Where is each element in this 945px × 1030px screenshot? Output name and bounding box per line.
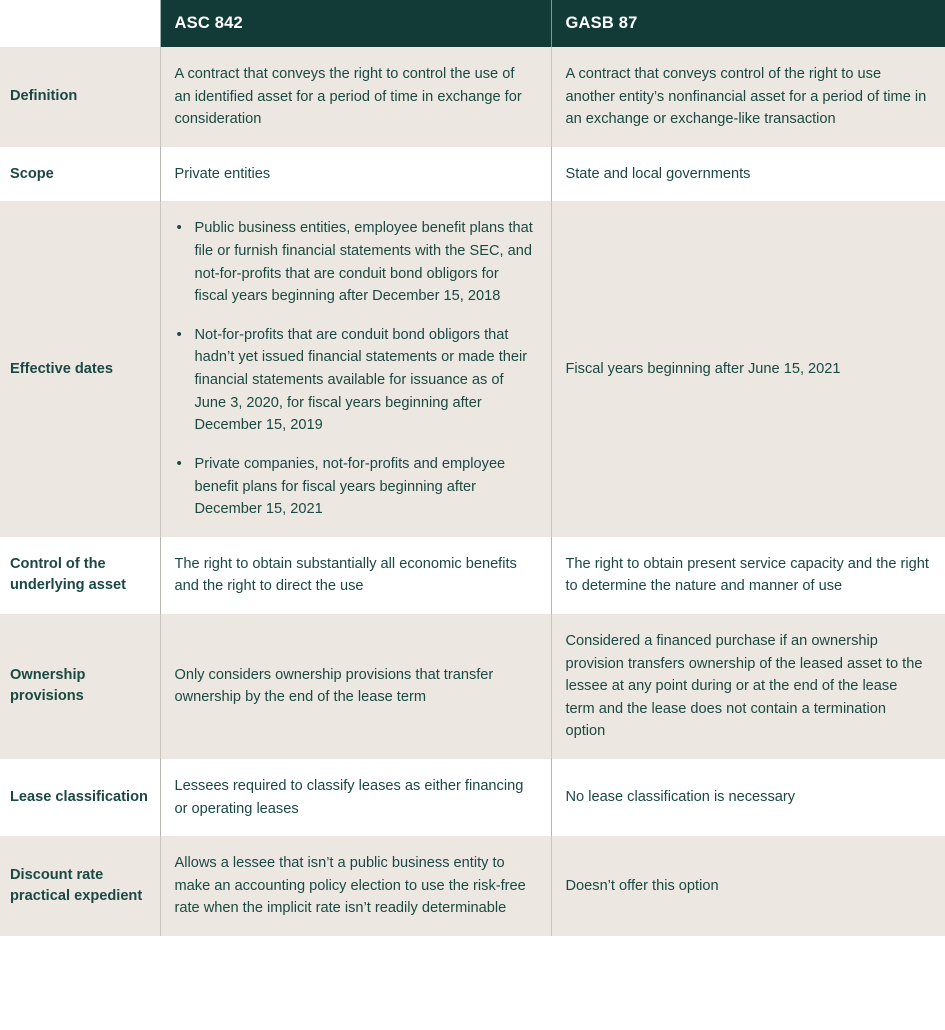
cell-ownership-asc842 (160, 614, 551, 759)
row-label-lease-classification: Lease classification (0, 759, 160, 836)
table-header (0, 0, 945, 47)
list-item: • Not-for-profits that are conduit bond obligors that hadn’t yet issued financial statements or made their financial statements available for issuance as of June 3, 2020, for fiscal years beginning after December 15, 2019 (175, 324, 535, 437)
cell-lease-classification-gasb87 (551, 759, 945, 836)
table-row-discount-rate-practical-expedient (0, 836, 945, 936)
cell-text: A contract that conveys the right to control the use of an identified asset for a period of time in exchange for consideration (174, 66, 522, 128)
table-row-scope (0, 147, 945, 202)
list-item: • Public business entities, employee benefit plans that file or furnish financial statements with the SEC, and not-for-profits that are conduit bond obligors for fiscal years beginning after December 15, 2018 (175, 217, 535, 307)
row-label-effective-dates: Effective dates (0, 201, 160, 536)
row-label-definition: Definition (0, 47, 160, 147)
cell-text: The right to obtain substantially all economic benefits and the right to direct the use (174, 555, 517, 595)
cell-text: Lessees required to classify leases as either financing or operating leases (174, 778, 524, 817)
cell-text: State and local governments (565, 165, 751, 182)
table-row-lease-classification (0, 759, 945, 836)
cell-effective-dates-asc842 (160, 201, 551, 536)
table-body (0, 47, 945, 936)
cell-discount-rate-asc842 (160, 836, 551, 936)
cell-control-gasb87 (551, 537, 945, 614)
column-header-asc-842: ASC 842 (160, 0, 551, 47)
column-header-gasb-87: GASB 87 (551, 0, 945, 47)
cell-text: Considered a financed purchase if an ownership provision transfers ownership of the leased asset to the lessee at any point during or at the end of the lease term and the lease does not contain a termination option (565, 632, 923, 740)
cell-definition-asc842 (160, 47, 551, 147)
cell-discount-rate-gasb87 (551, 836, 945, 936)
cell-text: Doesn’t offer this option (565, 877, 719, 894)
cell-scope-gasb87 (551, 147, 945, 202)
row-label-ownership-provisions: Ownership provisions (0, 614, 160, 759)
row-label-control-underlying-asset: Control of the underlying asset (0, 537, 160, 614)
cell-text: Private entities (174, 165, 271, 182)
table-row-effective-dates (0, 201, 945, 536)
table-row-ownership-provisions (0, 614, 945, 759)
bullet-list (175, 217, 535, 520)
row-label-discount-rate-practical-expedient: Discount rate practical expedient (0, 836, 160, 936)
cell-scope-asc842 (160, 147, 551, 202)
cell-lease-classification-asc842 (160, 759, 551, 836)
table-header-row (0, 0, 945, 47)
cell-text: No lease classification is necessary (565, 789, 796, 806)
list-item: • Private companies, not-for-profits and employee benefit plans for fiscal years beginning after December 15, 2021 (175, 453, 535, 521)
cell-text: A contract that conveys control of the right to use another entity’s nonfinancial asset for a period of time in an exchange or exchange-like transaction (565, 66, 927, 128)
table-row-definition (0, 47, 945, 147)
cell-control-asc842 (160, 537, 551, 614)
cell-text: Allows a lessee that isn’t a public business entity to make an accounting policy election to use the risk-free rate when the implicit rate isn’t readily determinable (174, 855, 526, 917)
cell-text: The right to obtain present service capacity and the right to determine the nature and manner of use (565, 555, 929, 595)
header-blank-corner (0, 0, 160, 47)
row-label-scope: Scope (0, 147, 160, 202)
cell-definition-gasb87 (551, 47, 945, 147)
cell-text: Only considers ownership provisions that transfer ownership by the end of the lease term (174, 666, 494, 706)
cell-effective-dates-gasb87 (551, 201, 945, 536)
table-row-control-underlying-asset (0, 537, 945, 614)
cell-text: Fiscal years beginning after June 15, 2021 (565, 360, 841, 377)
cell-ownership-gasb87 (551, 614, 945, 759)
